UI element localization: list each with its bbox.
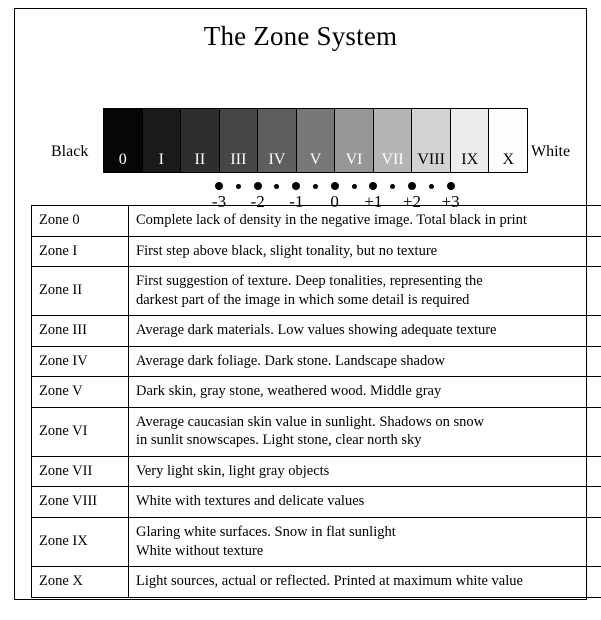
zone-swatch-label: III bbox=[230, 151, 247, 168]
zone-swatch bbox=[334, 109, 373, 172]
zone-description-cell bbox=[129, 346, 601, 377]
zone-swatch bbox=[142, 109, 181, 172]
stop-dot-icon bbox=[408, 182, 416, 190]
zone-description-line: Light sources, actual or reflected. Printed at maximum white value bbox=[136, 573, 523, 590]
zone-swatch bbox=[104, 109, 142, 172]
zone-swatch bbox=[373, 109, 412, 172]
zone-description-cell bbox=[129, 267, 601, 316]
zone-swatch bbox=[296, 109, 335, 172]
zone-name-cell: Zone III bbox=[32, 316, 129, 347]
zone-name-cell: Zone VI bbox=[32, 407, 129, 456]
stop-label: +3 bbox=[441, 192, 460, 211]
zone-description-cell bbox=[129, 487, 601, 518]
stop-label: -2 bbox=[250, 192, 265, 211]
zone-name-cell: Zone VIII bbox=[32, 487, 129, 518]
zone-description-cell bbox=[129, 236, 601, 267]
diagram-frame bbox=[14, 8, 587, 600]
zone-swatch bbox=[411, 109, 450, 172]
zone-name-cell: Zone IV bbox=[32, 346, 129, 377]
half-stop-dot-icon bbox=[274, 184, 279, 189]
stop-dot-icon bbox=[331, 182, 339, 190]
zone-description-line: darkest part of the image in which some detail is required bbox=[136, 291, 470, 308]
zone-description-cell bbox=[129, 316, 601, 347]
zone-name-cell: Zone X bbox=[32, 567, 129, 598]
zone-swatch bbox=[219, 109, 258, 172]
zone-description-cell bbox=[129, 567, 601, 598]
zone-description-line: Average caucasian skin value in sunlight. Shadows on snow bbox=[136, 413, 485, 430]
half-stop-dot-icon bbox=[429, 184, 434, 189]
stop-label: 0 bbox=[330, 192, 339, 211]
scale-right-label: White bbox=[531, 143, 571, 160]
table-row bbox=[32, 567, 601, 598]
zone-name-cell: Zone II bbox=[32, 267, 129, 316]
zone-description-line: First suggestion of texture. Deep tonalities, representing the bbox=[136, 273, 483, 290]
gray-scale-section bbox=[15, 58, 586, 213]
scale-left-label: Black bbox=[51, 143, 89, 160]
half-stop-dot-icon bbox=[236, 184, 241, 189]
zone-description-line: Glaring white surfaces. Snow in flat sunlight bbox=[136, 524, 396, 541]
zone-swatch bbox=[180, 109, 219, 172]
zone-swatch-label: VIII bbox=[417, 151, 445, 168]
zone-swatch-label: VI bbox=[345, 151, 363, 168]
zone-swatch bbox=[257, 109, 296, 172]
zone-swatch-label: X bbox=[502, 151, 515, 168]
zone-description-line: Complete lack of density in the negative image. Total black in print bbox=[136, 212, 527, 228]
table-row bbox=[32, 267, 601, 316]
table-row bbox=[32, 518, 601, 567]
zone-description-cell bbox=[129, 377, 601, 408]
table-row bbox=[32, 456, 601, 487]
table-row bbox=[32, 346, 601, 377]
zone-swatch-label: 0 bbox=[118, 151, 127, 168]
stop-dot-icon bbox=[292, 182, 300, 190]
zone-swatch-label: VII bbox=[381, 151, 404, 168]
zone-description-line: White without texture bbox=[136, 542, 264, 559]
stop-label: -1 bbox=[289, 192, 304, 211]
zone-swatch-label: II bbox=[194, 151, 206, 168]
zone-name-cell: Zone 0 bbox=[32, 206, 129, 237]
zone-description-cell bbox=[129, 518, 601, 567]
table-row bbox=[32, 236, 601, 267]
zone-swatch bbox=[488, 109, 527, 172]
stop-label: +1 bbox=[364, 192, 383, 211]
table-row bbox=[32, 377, 601, 408]
half-stop-dot-icon bbox=[313, 184, 318, 189]
stop-label: +2 bbox=[402, 192, 422, 211]
table-row bbox=[32, 316, 601, 347]
zone-name-cell: Zone V bbox=[32, 377, 129, 408]
zone-description-table bbox=[31, 205, 601, 598]
zone-description-line: First step above black, slight tonality, but no texture bbox=[136, 242, 438, 259]
zone-name-cell: Zone VII bbox=[32, 456, 129, 487]
zone-description-line: in sunlit snowscapes. Light stone, clear north sky bbox=[136, 432, 422, 449]
stop-dot-icon bbox=[369, 182, 377, 190]
zone-name-cell: Zone I bbox=[32, 236, 129, 267]
zone-description-line: Dark skin, gray stone, weathered wood. Middle gray bbox=[136, 383, 442, 400]
half-stop-dot-icon bbox=[390, 184, 395, 189]
zone-swatch-label: IX bbox=[461, 151, 479, 168]
half-stop-dot-icon bbox=[352, 184, 357, 189]
zone-description-line: Average dark materials. Low values showing adequate texture bbox=[136, 322, 497, 339]
zone-description-cell bbox=[129, 206, 601, 237]
zone-description-line: Average dark foliage. Dark stone. Landscape shadow bbox=[136, 352, 445, 369]
gray-scale-strip bbox=[103, 108, 528, 173]
table-row bbox=[32, 407, 601, 456]
zone-swatch-label: I bbox=[158, 151, 164, 168]
zone-description-cell bbox=[129, 456, 601, 487]
table-row bbox=[32, 206, 601, 237]
stop-label: -3 bbox=[211, 192, 227, 211]
page-title: The Zone System bbox=[203, 21, 398, 51]
zone-description-line: White with textures and delicate values bbox=[136, 493, 365, 510]
zone-swatch-label: IV bbox=[268, 151, 286, 168]
stop-dot-icon bbox=[215, 182, 223, 190]
zone-description-line: Very light skin, light gray objects bbox=[136, 462, 330, 479]
stop-dot-icon bbox=[254, 182, 262, 190]
stop-dot-icon bbox=[447, 182, 455, 190]
zone-swatch-label: V bbox=[309, 151, 322, 168]
zone-swatch bbox=[450, 109, 489, 172]
zone-name-cell: Zone IX bbox=[32, 518, 129, 567]
zone-description-cell bbox=[129, 407, 601, 456]
table-row bbox=[32, 487, 601, 518]
